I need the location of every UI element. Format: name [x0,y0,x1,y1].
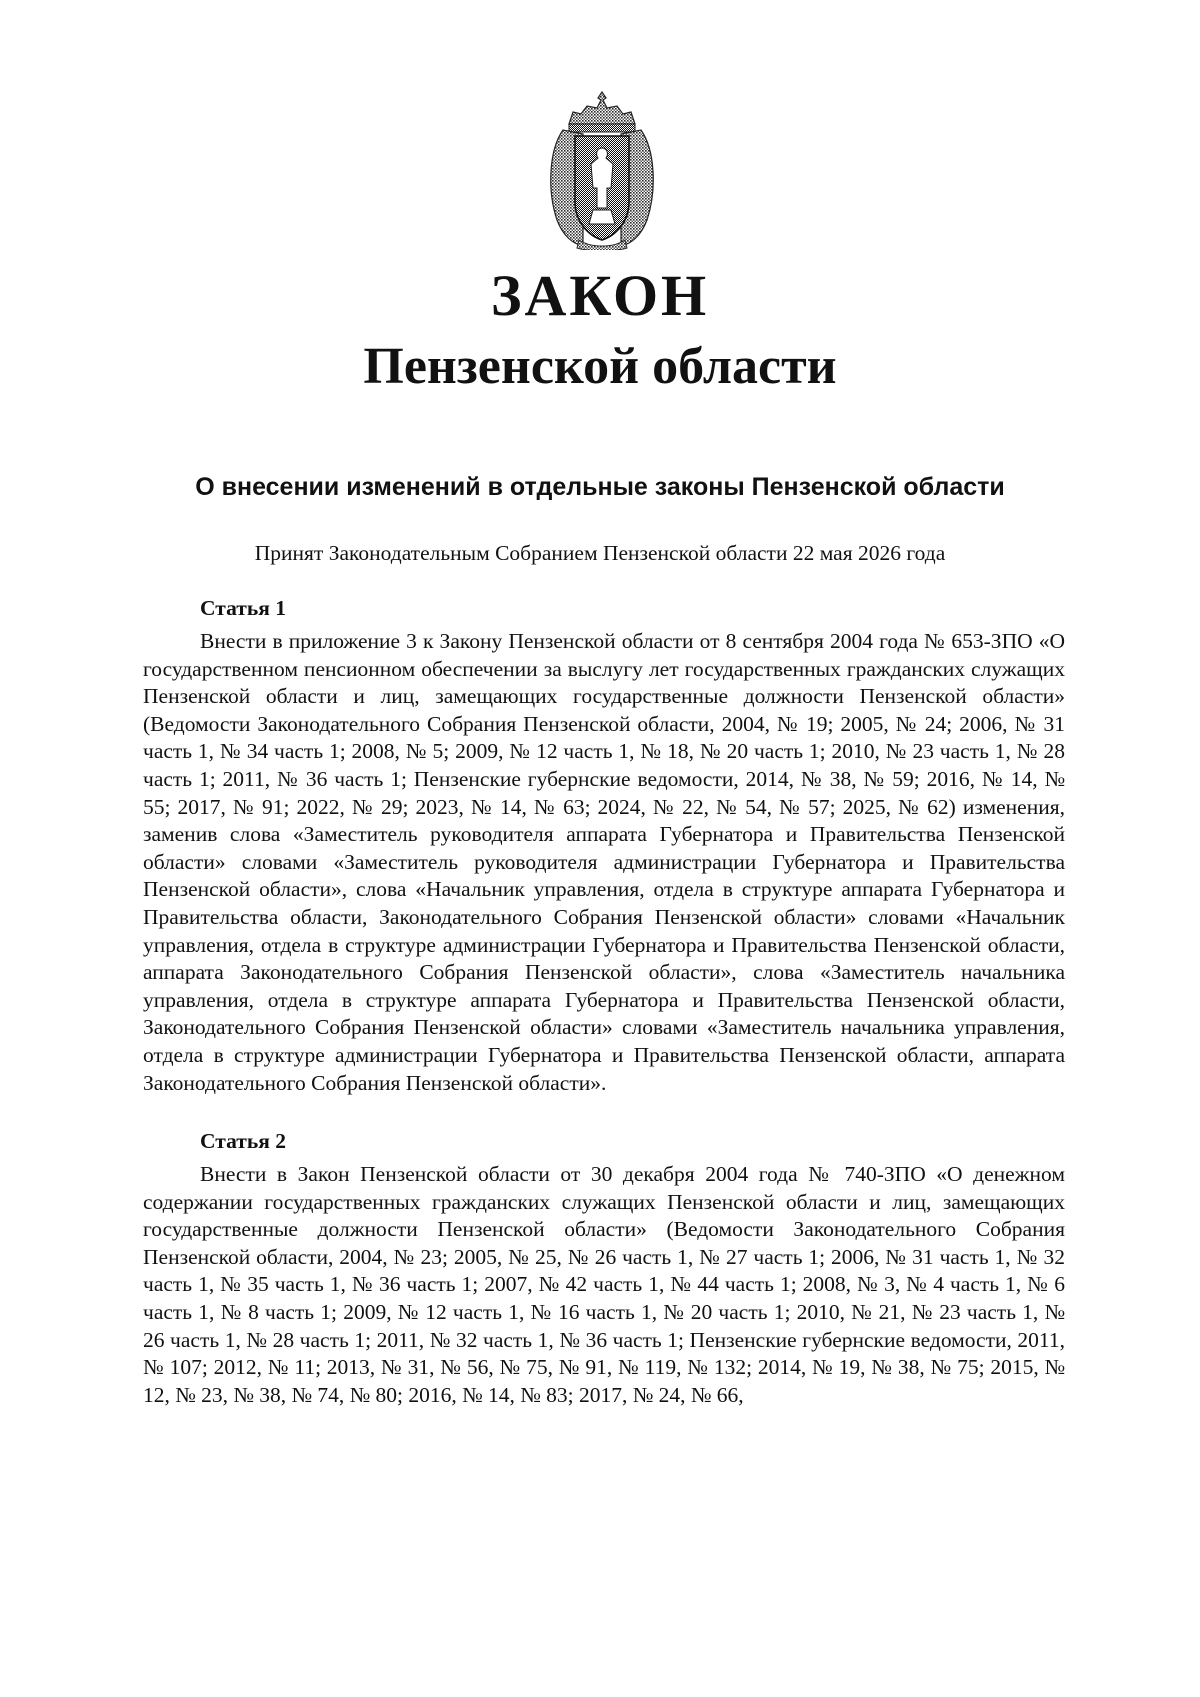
article-1 [143,594,1065,1097]
articles-section [143,594,1065,1409]
coat-of-arms-icon [543,90,661,250]
article-heading: Статья 1 [200,596,286,620]
region-title: Пензенской области [363,338,837,395]
article-heading: Статья 2 [200,1129,286,1154]
adoption-note: Принят Законодательным Собранием Пензенской области 22 мая 2026 года [254,541,946,565]
article-2 [143,1127,1065,1409]
law-name: О внесении изменений в отдельные законы Пензенской области [195,473,1005,501]
article-spacer [143,1097,1065,1127]
article-text: Внести в Закон Пензенской области от 30 декабря 2004 года № 740-ЗПО «О денежном содержании государственных гражданских служащих Пензенской области и лиц, замещающих государственные должности Пензенской области» (Ведомости Законодательного Собрания Пензенской области, 2004, № 23; 2005, № 25, № 26 часть 1, № 27 часть 1; 2006, № 31 часть 1, № 32 часть 1, № 35 часть 1, № 36 часть 1; 2007, № 42 часть 1, № 44 часть 1; 2008, № 3, № 4 часть 1, № 6 часть 1, № 8 часть 1; 2009, № 12 часть 1, № 16 часть 1, № 20 часть 1; 2010, № 21, № 23 часть 1, № 26 часть 1, № 28 часть 1; 2011, № 32 часть 1, № 36 часть 1; Пензенские губернские ведомости, 2011, № 107; 2012, № 11; 2013, № 31, № 56, № 75, № 91, № 119, № 132; 2014, № 19, № 38, № 75; 2015, № 12, № 23, № 38, № 74, № 80; 2016, № 14, № 83; 2017, № 24, № 66, [143,1162,1065,1407]
article-text: Внести в приложение 3 к Закону Пензенской области от 8 сентября 2004 года № 653-ЗПО «О государственном пенсионном обеспечении за выслугу лет государственных гражданских служащих Пензенской области и лиц, замещающих государственные должности Пензенской области» (Ведомости Законодательного Собрания Пензенской области, 2004, № 19; 2005, № 24; 2006, № 31 часть 1, № 34 часть 1; 2008, № 5; 2009, № 12 часть 1, № 18, № 20 часть 1; 2010, № 23 часть 1, № 28 часть 1; 2011, № 36 часть 1; Пензенские губернские ведомости, 2014, № 38, № 59; 2016, № 14, № 55; 2017, № 91; 2022, № 29; 2023, № 14, № 63; 2024, № 22, № 54, № 57; 2025, № 62) изменения, заменив слова «Заместитель руководителя аппарата Губернатора и Правительства Пензенской области» словами «Заместитель руководителя администрации Губернатора и Правительства Пензенской области», слова «Начальник управления, отдела в структуре аппарата Губернатора и Правительства области, Законодательного Собрания Пензенской области» словами «Начальник управления, отдела в структуре администрации Губернатора и Правительства Пензенской области, аппарата Законодательного Собрания Пензенской области», слова «Заместитель начальника управления, отдела в структуре аппарата Губернатора и Правительства Пензенской области, Законодательного Собрания Пензенской области» словами «Заместитель начальника управления, отдела в структуре администрации Губернатора и Правительства Пензенской области, аппарата Законодательного Собрания Пензенской области». [143,629,1065,1095]
document-type-title: ЗАКОН [490,263,710,328]
